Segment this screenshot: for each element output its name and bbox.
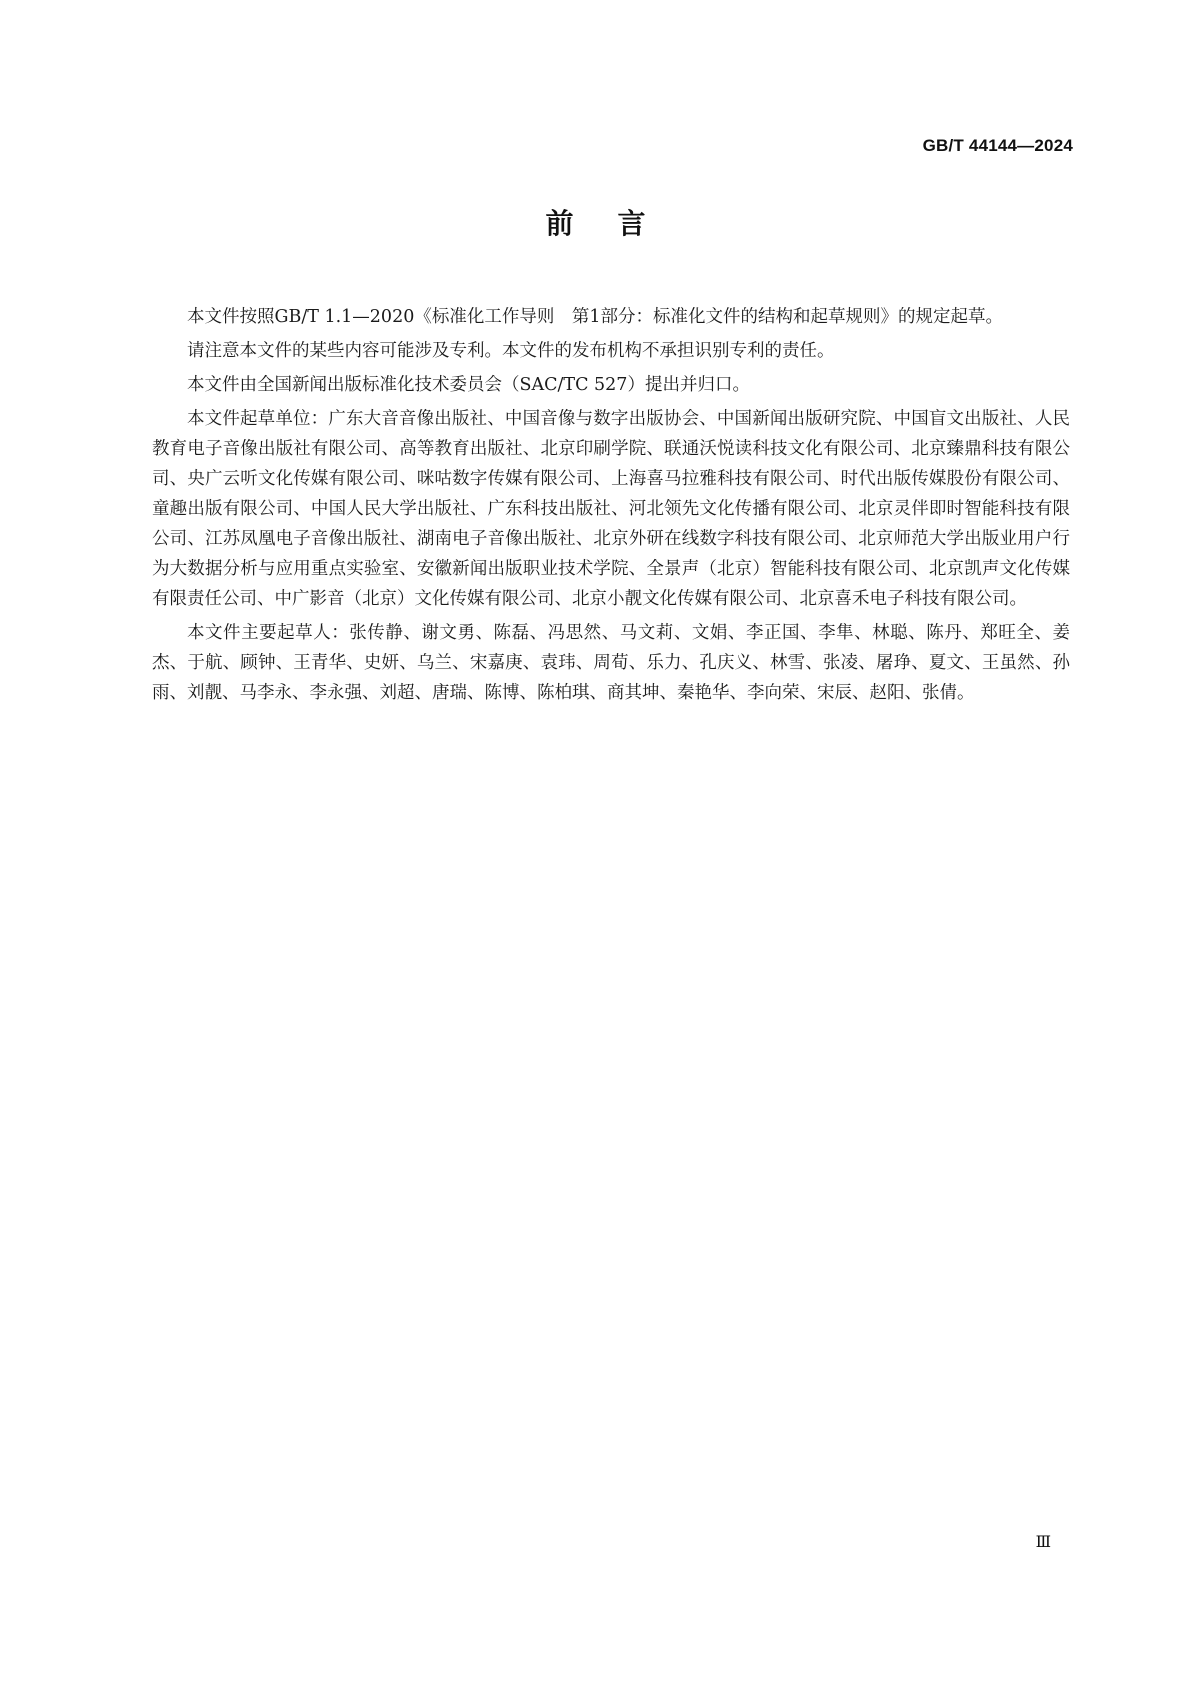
paragraph-patent-notice: 请注意本文件的某些内容可能涉及专利。本文件的发布机构不承担识别专利的责任。	[187, 341, 835, 361]
paragraph-drafting-units: 本文件起草单位：广东大音音像出版社、中国音像与数字出版协会、中国新闻出版研究院、中国盲文出版社、人民教育电子音像出版社有限公司、高等教育出版社、北京印刷学院、联通沃悦读科技文化有限公司、北京臻鼎科技有限公司、央广云听文化传媒有限公司、咪咕数字传媒有限公司、上海喜马拉雅科技有限公司、时代出版传媒股份有限公司、童趣出版有限公司、中国人民大学出版社、广东科技出版社、河北领先文化传播有限公司、北京灵伴即时智能科技有限公司、江苏凤凰电子音像出版社、湖南电子音像出版社、北京外研在线数字科技有限公司、北京师范大学出版业用户行为大数据分析与应用重点实验室、安徽新闻出版职业技术学院、全景声（北京）智能科技有限公司、北京凯声文化传媒有限责任公司、中广影音（北京）文化传媒有限公司、北京小靓文化传媒有限公司、北京喜禾电子科技有限公司。	[152, 409, 1070, 609]
paragraph-drafters: 本文件主要起草人：张传静、谢文勇、陈磊、冯思然、马文莉、文娟、李正国、李隼、林聪、陈丹、郑旺全、姜杰、于航、顾钟、王青华、史妍、乌兰、宋嘉庚、袁玮、周荀、乐力、孔庆义、林雪、张凌、屠琤、夏文、王虽然、孙雨、刘靓、马李永、李永强、刘超、唐瑞、陈博、陈柏琪、商其坤、秦艳华、李向荣、宋辰、赵阳、张倩。	[152, 623, 1070, 703]
paragraph-drafting-rules: 本文件按照GB/T 1.1—2020《标准化工作导则 第1部分：标准化文件的结构和起草规则》的规定起草。	[187, 307, 1003, 327]
document-body	[152, 302, 1070, 712]
standard-number: GB/T 44144—2024	[922, 136, 1073, 155]
page-title: 前言	[545, 207, 690, 240]
paragraph-proposer: 本文件由全国新闻出版标准化技术委员会（SAC/TC 527）提出并归口。	[187, 375, 750, 395]
page-number: Ⅲ	[1035, 1532, 1051, 1551]
